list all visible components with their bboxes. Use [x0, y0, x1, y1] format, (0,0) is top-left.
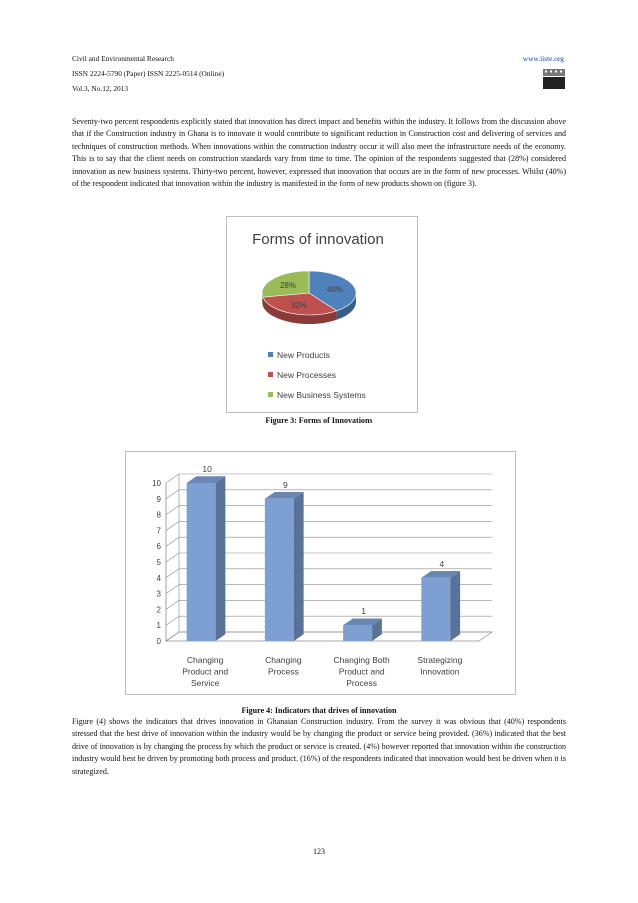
x-category-label: Process [346, 678, 377, 688]
legend-label: New Processes [277, 370, 337, 380]
journal-header [72, 54, 224, 99]
legend-swatch [268, 372, 273, 377]
bar-side [450, 571, 460, 641]
x-category-label: Changing [186, 655, 224, 665]
pie-data-label: 32% [290, 300, 307, 310]
paragraph-discussion: Figure (4) shows the indicators that drives innovation in Ghanaian Construction industry. From the survey it was obvious that (40%) respondents stressed that the best drive of innovation within the industry would be by changing the product or service being provided. (36%) indicated that the best drive of innovation is by changing the process by which the product or service is created. (4%) however reported that innovation within the construction industry would best be driven by promoting both process and product. (16%) of the respondents indicated that innovation would best be driven when it is strategized. [72, 717, 566, 776]
figure3-caption: Figure 3: Forms of Innovations [265, 416, 373, 425]
y-tick-label: 9 [156, 494, 161, 504]
pie-chart-body [262, 271, 356, 324]
journal-issn: ISSN 2224-5790 (Paper) ISSN 2225-0514 (Online) [72, 69, 225, 78]
y-tick-label: 2 [156, 605, 161, 615]
bar-4 [421, 578, 450, 641]
y-tick-label: 5 [156, 558, 161, 567]
x-category-label: Innovation [420, 666, 460, 677]
figure4-caption: Figure 4: Indicators that drives of innovation [241, 706, 397, 715]
pie-data-label: 28% [279, 280, 297, 290]
bar-side [216, 476, 226, 641]
bar-data-label: 10 [202, 464, 212, 474]
y-tick-label: 0 [156, 637, 161, 646]
journal-url-link[interactable]: www.iiste.org [522, 54, 564, 63]
x-category-label: Changing [265, 655, 302, 665]
legend-label: New Business Systems [277, 390, 366, 400]
journal-volume: Vol.3, No.12, 2013 [72, 84, 129, 93]
legend-label: New Products [277, 350, 330, 360]
x-category-label: Service [190, 678, 220, 688]
x-category-label: Product and [182, 666, 229, 677]
x-category-label: Process [268, 666, 299, 677]
bar-2 [265, 499, 294, 641]
x-category-label: Product and [338, 666, 385, 677]
bar-chart-figure [125, 451, 516, 695]
y-tick-label: 6 [156, 542, 161, 552]
pie-chart-title: Forms of innovation [252, 231, 384, 248]
bar-data-label: 1 [361, 606, 366, 617]
paragraph-intro: Seventy-two percent respondents explicitly stated that innovation has direct impact and benefits within the industry. It follows from the discussion above that if the Construction industry in Ghana is to innovate it would contribute to significant reduction in Construction cost and delivering of services and techniques of construction methods. When innovations within the construction industry occur it will also meet the infrastructure needs of the economy. This is to say that the client needs on construction standards vary from time to time. The opinion of the respondents suggested that (28%) considered innovation as new business systems. Thirty-two percent, however, expressed that innovation that occurs are in the form of new processes. Whilst (40%) of the respondent indicated that innovation within the industry is manifested in the form of new products shown on (figure 3). [72, 117, 566, 189]
y-tick-label: 1 [156, 621, 161, 631]
bar-1 [187, 483, 216, 641]
y-tick-label: 3 [156, 589, 161, 599]
bar-data-label: 4 [439, 558, 445, 569]
x-category-label: Strategizing [417, 655, 463, 665]
legend-swatch [268, 392, 273, 397]
y-tick-label: 4 [156, 573, 161, 583]
y-tick-label: 8 [156, 510, 161, 520]
y-tick-label: 7 [156, 526, 161, 536]
bar-side [294, 492, 304, 641]
journal-name: Civil and Environmental Research [72, 54, 175, 63]
x-category-label: Changing Both [333, 655, 390, 665]
bar-data-label: 9 [283, 479, 288, 490]
bar-3 [343, 625, 372, 641]
pie-chart-figure [226, 216, 418, 413]
y-tick-label: 10 [152, 479, 161, 488]
legend-swatch [268, 352, 273, 357]
page-number: 123 [313, 847, 325, 856]
iiste-logo [541, 67, 567, 91]
pie-data-label: 40% [326, 285, 343, 295]
